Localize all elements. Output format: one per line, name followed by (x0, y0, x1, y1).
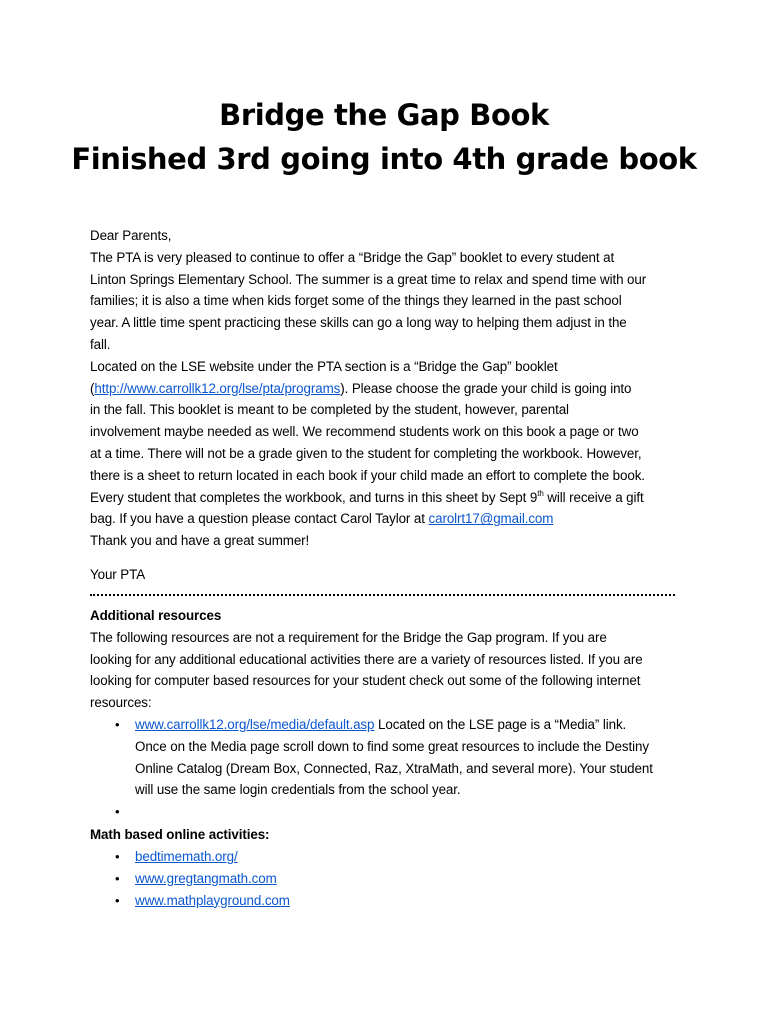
letter-body (90, 225, 690, 552)
signoff-block (90, 564, 690, 586)
signoff: Your PTA (90, 567, 146, 582)
resources-heading: Additional resources (90, 608, 222, 623)
resources-section (90, 605, 690, 714)
paren-open: ( (90, 380, 95, 396)
letter-line: families; it is also a time when kids forget some of the things they learned in the past school (90, 293, 622, 309)
letter-line: at a time. There will not be a grade given to the student for completing the workbook. However, (90, 445, 642, 461)
bullet-icon: • (115, 804, 120, 820)
letter-line-with-link (90, 378, 690, 400)
letter-line: Linton Springs Elementary School. The summer is a great time to relax and spend time with our (90, 271, 647, 287)
resources-line: resources: (90, 695, 152, 711)
letter-line: year. A little time spent practicing these skills can go a long way to helping them adjust in the (90, 315, 627, 331)
letter-line: involvement maybe needed as well. We recommend students work on this book a page or two (90, 424, 639, 440)
resources-line: looking for computer based resources for your student check out some of the following internet (90, 673, 641, 689)
salutation: Dear Parents, (90, 228, 172, 243)
list-item (90, 890, 690, 912)
gregtangmath-link[interactable]: www.gregtangmath.com (135, 870, 277, 886)
letter-line: there is a sheet to return located in each book if your child made an effort to complete the book. (90, 467, 645, 483)
bullet-icon: • (115, 717, 120, 732)
thanks-line: Thank you and have a great summer! (90, 533, 310, 549)
bullet-line: Online Catalog (Dream Box, Connected, Raz, XtraMath, and several more). Your student (135, 760, 653, 776)
bullet-line: Once on the Media page scroll down to find some great resources to include the Destiny (135, 738, 649, 754)
bullet-line (135, 714, 690, 736)
math-heading: Math based online activities: (90, 827, 270, 842)
letter-line: in the fall. This booklet is meant to be completed by the student, however, parental (90, 402, 569, 418)
list-item (90, 714, 690, 801)
list-item (90, 846, 690, 868)
letter-line: The PTA is very pleased to continue to offer a “Bridge the Gap” booklet to every student at (90, 249, 615, 265)
bedtimemath-link[interactable]: bedtimemath.org/ (135, 849, 238, 864)
letter-text: bag. If you have a question please contact Carol Taylor at (90, 511, 429, 527)
letter-text: ). Please choose the grade your child is going into (340, 380, 632, 396)
ordinal-suffix: th (537, 488, 544, 498)
math-section (90, 824, 690, 846)
lse-media-link[interactable]: www.carrollk12.org/lse/media/default.asp (135, 717, 375, 732)
mathplayground-link[interactable]: www.mathplayground.com (135, 892, 290, 908)
list-item-empty (90, 801, 690, 823)
math-links-list (90, 846, 690, 911)
bullet-icon: • (115, 892, 120, 908)
resources-bullet-list (90, 714, 690, 823)
list-item (90, 868, 690, 890)
letter-line-contact (90, 508, 690, 530)
letter-text: Every student that completes the workbook, and turns in this sheet by Sept 9 (90, 489, 538, 505)
bullet-line: will use the same login credentials from the school year. (135, 782, 461, 798)
letter-text: will receive a gift (543, 489, 644, 505)
title-line-2: Finished 3rd going into 4th grade book (71, 142, 697, 176)
letter-line-deadline (90, 487, 690, 509)
contact-email-link[interactable]: carolrt17@gmail.com (428, 511, 554, 527)
bullet-icon: • (115, 849, 120, 864)
bullet-text: Located on the LSE page is a “Media” link. (374, 717, 627, 732)
letter-line: fall. (90, 336, 111, 352)
bullet-icon: • (115, 870, 120, 886)
dotted-divider (90, 594, 675, 596)
title-line-1: Bridge the Gap Book (219, 98, 549, 132)
letter-line: Located on the LSE website under the PTA section is a “Bridge the Gap” booklet (90, 358, 558, 374)
pta-programs-link[interactable]: http://www.carrollk12.org/lse/pta/programs (94, 380, 341, 396)
resources-line: The following resources are not a requirement for the Bridge the Gap program. If you are (90, 629, 607, 645)
resources-line: looking for any additional educational activities there are a variety of resources listed. If you are (90, 651, 643, 667)
